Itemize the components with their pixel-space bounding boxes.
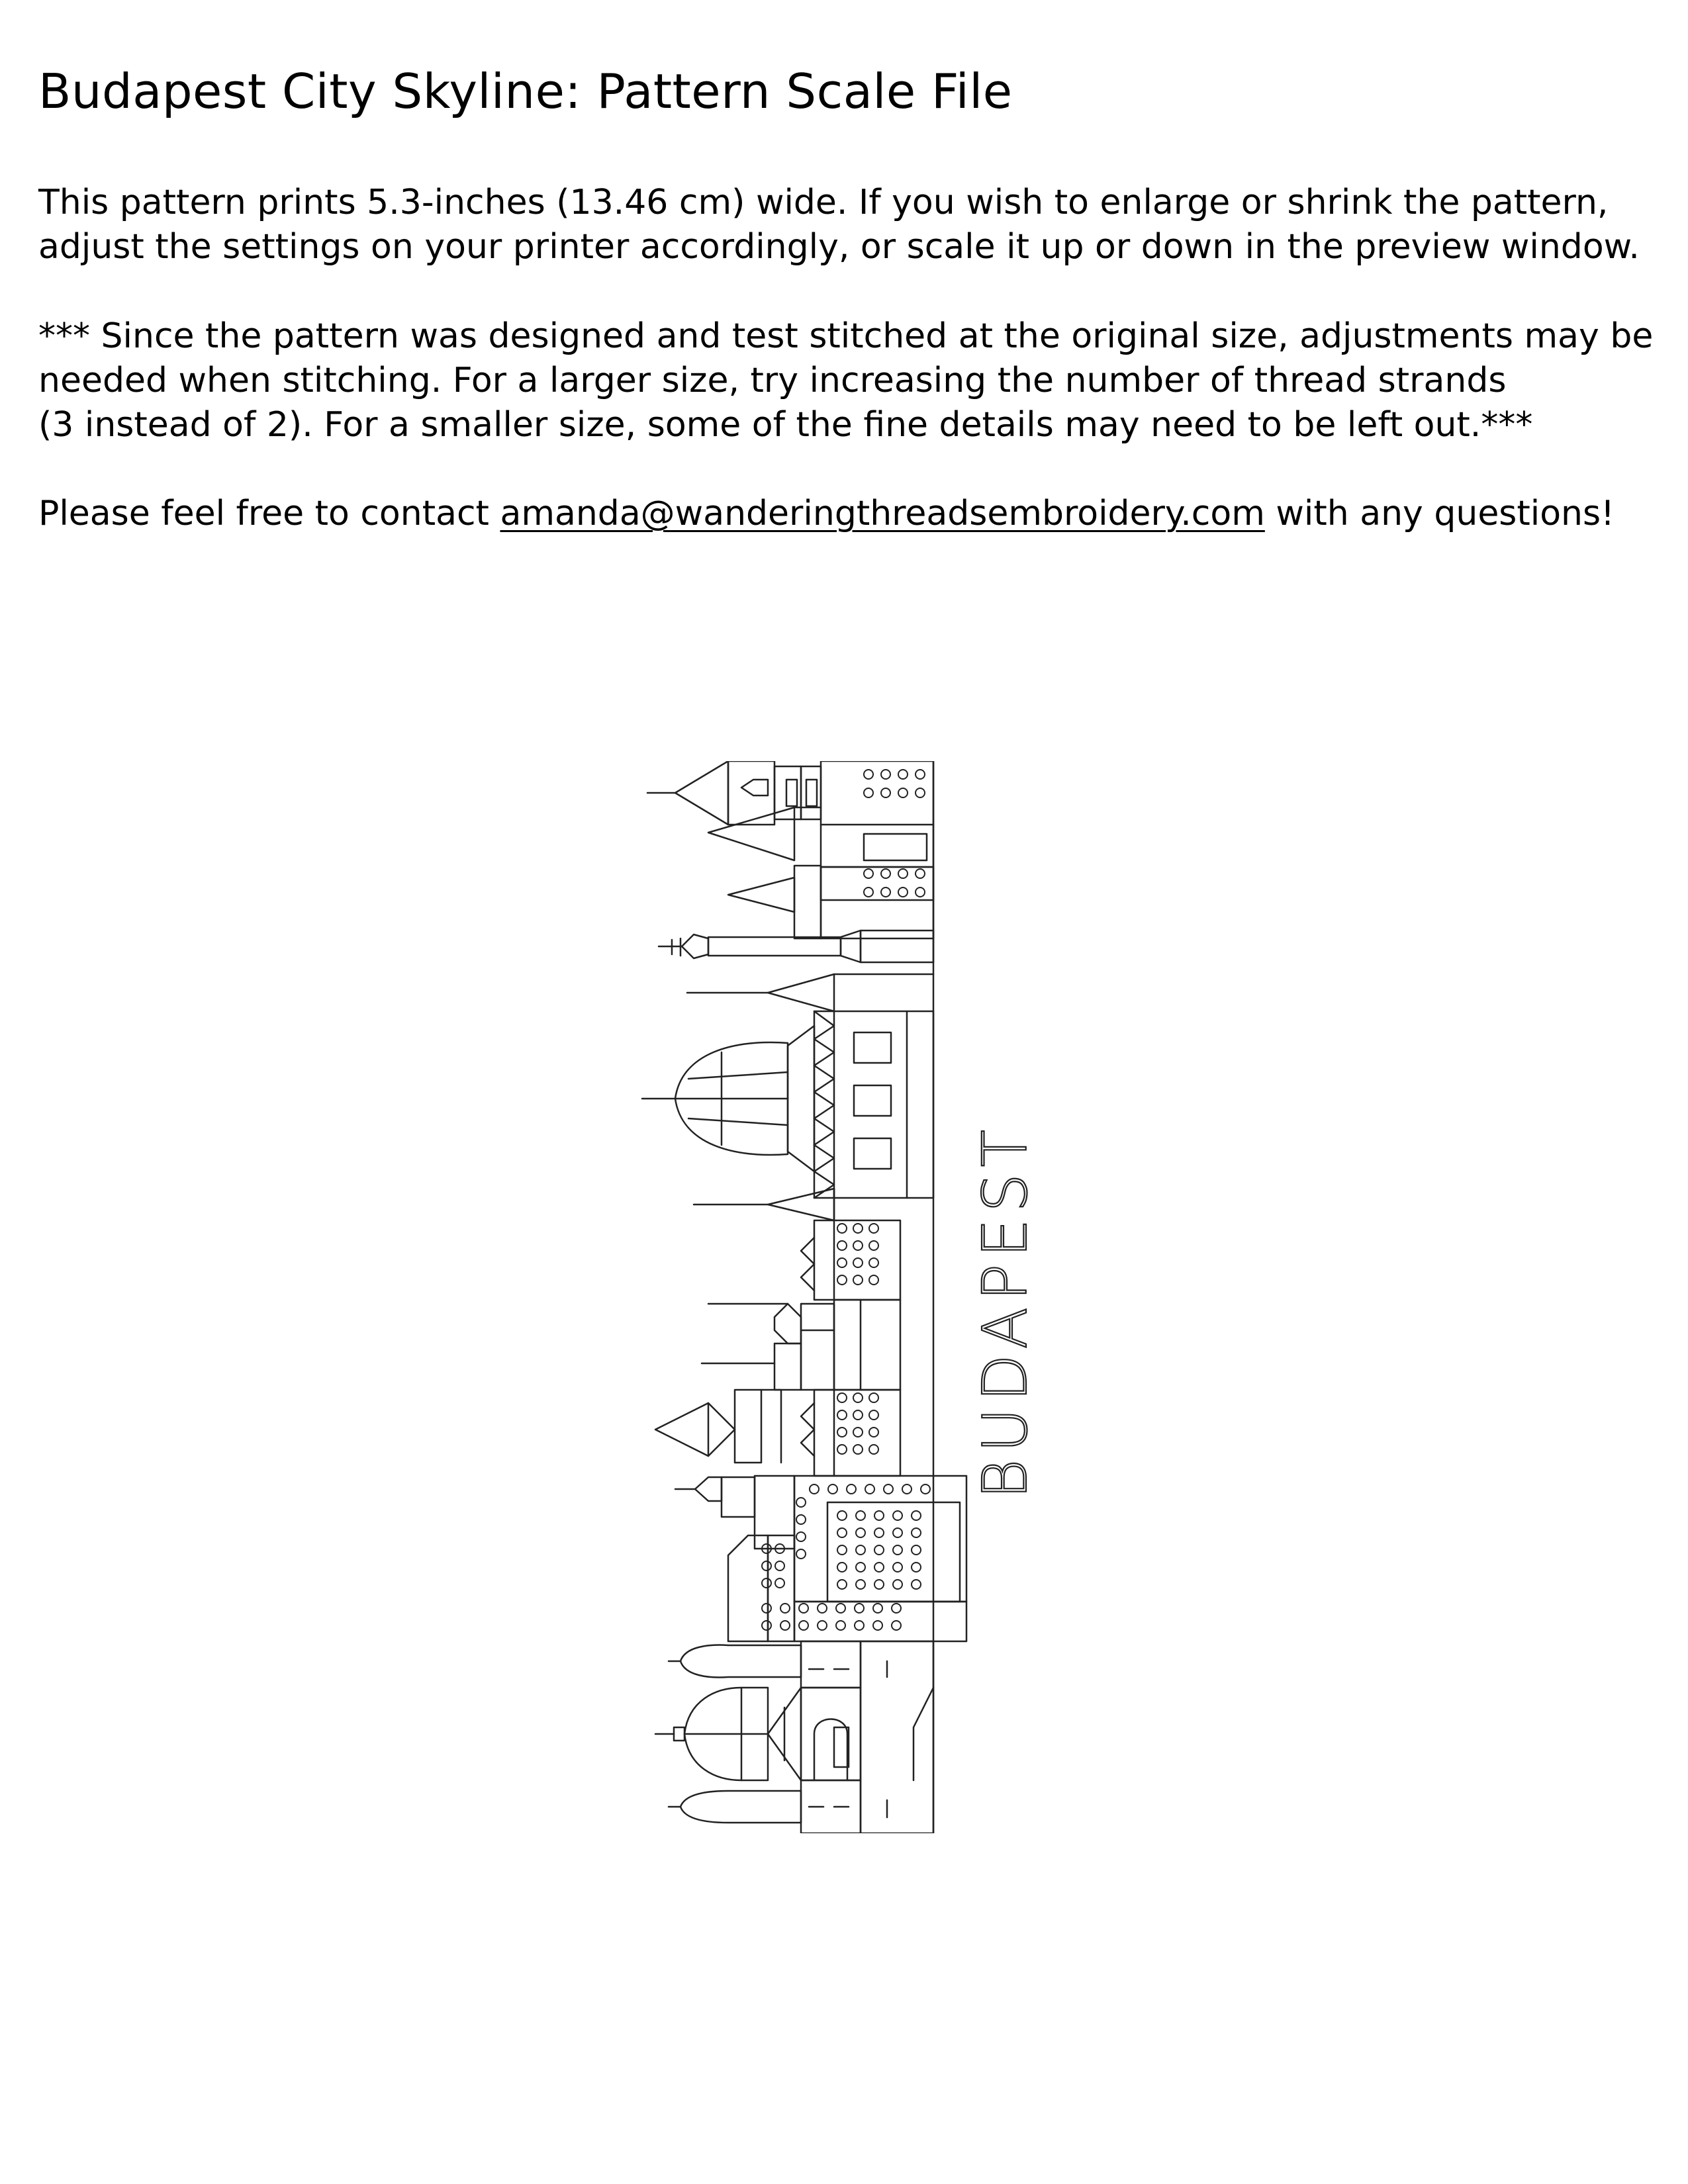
window-circle <box>775 1561 784 1570</box>
stitching-note-paragraph <box>38 314 1654 447</box>
budapest-skyline-pattern <box>635 761 1099 1833</box>
stitching-note-line-2: needed when stitching. For a larger size, try increasing the number of thread strands <box>38 361 1507 400</box>
window-circle <box>893 1511 902 1520</box>
window-circle <box>869 1445 878 1454</box>
window-circle <box>856 1511 865 1520</box>
window-circle <box>874 1563 884 1572</box>
window-circle <box>898 788 908 797</box>
contact-suffix: with any questions! <box>1264 494 1615 533</box>
skyline-outline <box>642 761 966 1833</box>
window-circle <box>912 1563 921 1572</box>
window-circle <box>881 770 890 779</box>
window-circle <box>837 1258 847 1267</box>
window-circle <box>874 1528 884 1537</box>
window-circle <box>836 1621 845 1630</box>
window-circle <box>837 1224 847 1233</box>
window-circle <box>898 869 908 878</box>
window-circle <box>915 770 925 779</box>
window-circle <box>869 1393 878 1402</box>
scale-info-line-1: This pattern prints 5.3-inches (13.46 cm) wide. If you wish to enlarge or shrink the pattern, <box>38 183 1609 222</box>
window-circle <box>892 1604 901 1613</box>
window-circle <box>881 788 890 797</box>
window-circle <box>915 887 925 897</box>
window-circle <box>874 1580 884 1589</box>
window-circle <box>847 1484 856 1494</box>
window-circle <box>799 1621 808 1630</box>
window-circle <box>881 869 890 878</box>
window-circle <box>853 1393 863 1402</box>
window-circle <box>856 1580 865 1589</box>
window-circle <box>810 1484 819 1494</box>
window-circle <box>912 1528 921 1537</box>
stitching-note-line-3: (3 instead of 2). For a smaller size, some of the fine details may need to be left out.*** <box>38 405 1533 445</box>
window-circle <box>898 770 908 779</box>
window-circle <box>856 1528 865 1537</box>
window-circle <box>837 1393 847 1402</box>
window-circle <box>853 1224 863 1233</box>
window-circle <box>869 1410 878 1420</box>
window-circle <box>828 1484 837 1494</box>
window-circle <box>762 1561 771 1570</box>
window-circle <box>864 788 873 797</box>
window-circle <box>893 1545 902 1555</box>
window-circle <box>874 1545 884 1555</box>
skyline-drawing <box>635 761 1099 1833</box>
window-circle <box>873 1621 882 1630</box>
window-circle <box>853 1428 863 1437</box>
window-circle <box>898 887 908 897</box>
stitching-note-line-1: *** Since the pattern was designed and test stitched at the original size, adjustments may be <box>38 316 1654 356</box>
window-circle <box>837 1428 847 1437</box>
window-circle <box>869 1258 878 1267</box>
window-circle <box>837 1545 847 1555</box>
window-circle <box>799 1604 808 1613</box>
window-circle <box>865 1484 874 1494</box>
window-circle <box>893 1563 902 1572</box>
window-circle <box>796 1532 806 1541</box>
contact-email-link[interactable]: amanda@wanderingthreadsembroidery.com <box>500 494 1265 533</box>
window-circle <box>775 1578 784 1588</box>
window-circle <box>873 1604 882 1613</box>
window-circle <box>837 1563 847 1572</box>
window-circle <box>853 1241 863 1250</box>
window-circle <box>893 1580 902 1589</box>
window-circle <box>853 1258 863 1267</box>
window-circle <box>893 1528 902 1537</box>
window-circle <box>912 1511 921 1520</box>
window-circle <box>902 1484 912 1494</box>
window-circle <box>837 1528 847 1537</box>
scale-info-line-2: adjust the settings on your printer accordingly, or scale it up or down in the preview window. <box>38 227 1640 267</box>
window-circle <box>881 887 890 897</box>
window-circle <box>796 1549 806 1559</box>
window-circle <box>836 1604 845 1613</box>
window-circle <box>796 1515 806 1524</box>
window-circle <box>912 1545 921 1555</box>
window-circle <box>853 1275 863 1285</box>
window-circle <box>762 1621 771 1630</box>
contact-prefix: Please feel free to contact <box>38 494 500 533</box>
window-circle <box>884 1484 893 1494</box>
budapest-vertical-word: BUDAPEST <box>970 1123 1041 1499</box>
page-title: Budapest City Skyline: Pattern Scale File <box>38 64 1013 119</box>
window-circle <box>855 1621 864 1630</box>
window-circle <box>818 1621 827 1630</box>
window-circle <box>780 1604 790 1613</box>
window-circle <box>921 1484 930 1494</box>
window-circle <box>869 1428 878 1437</box>
window-circle <box>853 1445 863 1454</box>
window-circle <box>837 1410 847 1420</box>
window-circle <box>762 1604 771 1613</box>
window-circle <box>796 1498 806 1507</box>
window-circle <box>874 1511 884 1520</box>
window-circle <box>912 1580 921 1589</box>
window-circle <box>837 1241 847 1250</box>
window-circle <box>780 1621 790 1630</box>
window-circle <box>864 887 873 897</box>
window-circle <box>837 1580 847 1589</box>
window-circle <box>837 1275 847 1285</box>
window-circle <box>837 1445 847 1454</box>
window-circle <box>869 1224 878 1233</box>
window-circle <box>818 1604 827 1613</box>
window-circle <box>869 1241 878 1250</box>
window-circle <box>915 788 925 797</box>
window-circle <box>856 1545 865 1555</box>
contact-paragraph <box>38 492 1654 536</box>
window-circle <box>762 1578 771 1588</box>
window-circle <box>892 1621 901 1630</box>
scale-info-paragraph <box>38 181 1654 269</box>
window-circle <box>864 770 873 779</box>
window-circle <box>853 1410 863 1420</box>
window-circle <box>855 1604 864 1613</box>
window-circle <box>837 1511 847 1520</box>
window-circle <box>856 1563 865 1572</box>
window-circle <box>869 1275 878 1285</box>
window-circle <box>864 869 873 878</box>
window-circle <box>915 869 925 878</box>
